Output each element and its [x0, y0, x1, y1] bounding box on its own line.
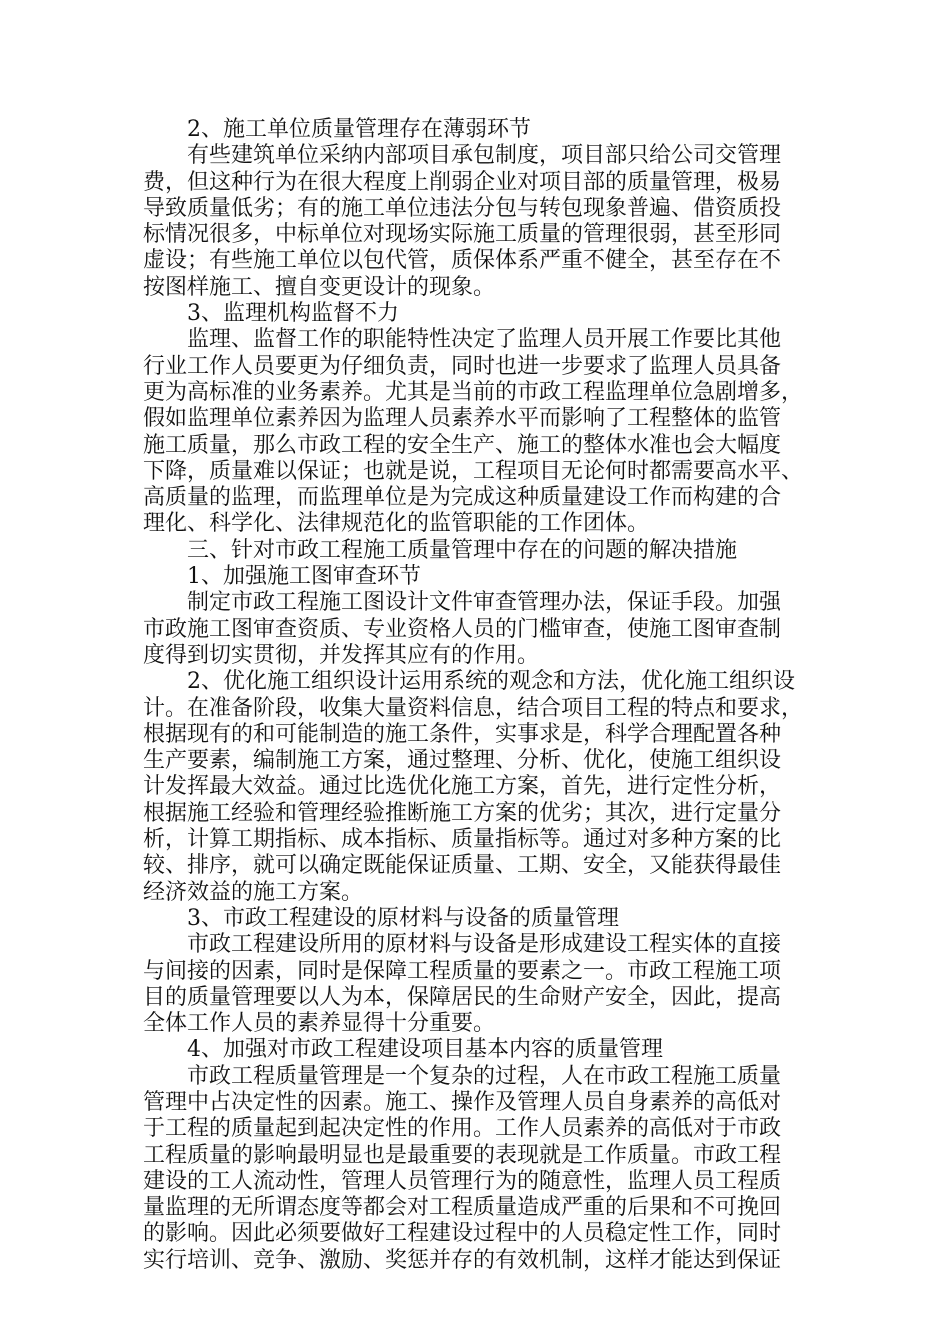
- text-line: 市政施工图审查资质、专业资格人员的门槛审查，使施工图审查制: [143, 616, 782, 642]
- text-line: 生产要素，编制施工方案，通过整理、分析、优化，使施工组织设: [143, 748, 782, 774]
- text-line: 按图样施工、擅自变更设计的现象。: [143, 274, 496, 300]
- text-line: 1、加强施工图审查环节: [187, 564, 421, 590]
- text-line: 施工质量，那么市政工程的安全生产、施工的整体水准也会大幅度: [143, 432, 782, 458]
- text-line: 2、优化施工组织设计运用系统的观念和方法，优化施工组织设: [187, 669, 795, 695]
- text-line: 全体工作人员的素养显得十分重要。: [143, 1011, 496, 1037]
- text-line: 的影响。因此必须要做好工程建设过程中的人员稳定性工作，同时: [143, 1221, 782, 1247]
- text-line: 3、市政工程建设的原材料与设备的质量管理: [187, 905, 619, 931]
- text-line: 虚设；有些施工单位以包代管，质保体系严重不健全，甚至存在不: [143, 248, 782, 274]
- text-line: 有些建筑单位采纳内部项目承包制度，项目部只给公司交管理: [187, 143, 782, 169]
- text-line: 导致质量低劣；有的施工单位违法分包与转包现象普遍、借资质投: [143, 195, 782, 221]
- text-line: 计。在准备阶段，收集大量资料信息，结合项目工程的特点和要求，: [143, 695, 803, 721]
- text-line: 建设的工人流动性，管理人员管理行为的随意性，监理人员工程质: [143, 1168, 782, 1194]
- text-line: 下降，质量难以保证；也就是说，工程项目无论何时都需要高水平、: [143, 458, 803, 484]
- text-line: 度得到切实贯彻，并发挥其应有的作用。: [143, 642, 540, 668]
- text-line: 行业工作人员要更为仔细负责，同时也进一步要求了监理人员具备: [143, 353, 782, 379]
- text-line: 管理中占决定性的因素。施工、操作及管理人员自身素养的高低对: [143, 1089, 782, 1115]
- text-line: 2、施工单位质量管理存在薄弱环节: [187, 117, 531, 142]
- text-line: 根据现有的和可能制造的施工条件，实事求是，科学合理配置各种: [143, 721, 782, 747]
- text-line: 4、加强对市政工程建设项目基本内容的质量管理: [187, 1037, 663, 1063]
- text-line: 市政工程质量管理是一个复杂的过程，人在市政工程施工质量: [187, 1063, 782, 1089]
- text-line: 较、排序，就可以确定既能保证质量、工期、安全，又能获得最佳: [143, 853, 782, 879]
- text-line: 3、监理机构监督不力: [187, 301, 399, 327]
- text-line: 三、针对市政工程施工质量管理中存在的问题的解决措施: [187, 537, 738, 563]
- text-line: 计发挥最大效益。通过比选优化施工方案，首先，进行定性分析，: [143, 774, 782, 800]
- text-line: 理化、科学化、法律规范化的监管职能的工作团体。: [143, 511, 650, 537]
- text-line: 与间接的因素，同时是保障工程质量的要素之一。市政工程施工项: [143, 958, 782, 984]
- text-line: 工程质量的影响最明显也是最重要的表现就是工作质量。市政工程: [143, 1142, 782, 1168]
- text-line: 于工程的质量起到起决定性的作用。工作人员素养的高低对于市政: [143, 1116, 782, 1142]
- document-page: [143, 117, 803, 1274]
- text-line: 制定市政工程施工图设计文件审查管理办法，保证手段。加强: [187, 590, 782, 616]
- text-line: 目的质量管理要以人为本，保障居民的生命财产安全，因此，提高: [143, 984, 782, 1010]
- text-line: 析，计算工期指标、成本指标、质量指标等。通过对多种方案的比: [143, 827, 782, 853]
- text-line: 量监理的无所谓态度等都会对工程质量造成严重的后果和不可挽回: [143, 1195, 782, 1221]
- text-line: 费，但这种行为在很大程度上削弱企业对项目部的质量管理，极易: [143, 169, 782, 195]
- text-line: 假如监理单位素养因为监理人员素养水平而影响了工程整体的监管: [143, 406, 782, 432]
- text-line: 市政工程建设所用的原材料与设备是形成建设工程实体的直接: [187, 932, 782, 958]
- text-line: 经济效益的施工方案。: [143, 879, 364, 905]
- text-line: 监理、监督工作的职能特性决定了监理人员开展工作要比其他: [187, 327, 782, 353]
- text-line: 更为高标准的业务素养。尤其是当前的市政工程监理单位急剧增多，: [143, 379, 803, 405]
- text-line: 标情况很多，中标单位对现场实际施工质量的管理很弱，甚至形同: [143, 222, 782, 248]
- text-line: 高质量的监理，而监理单位是为完成这种质量建设工作而构建的合: [143, 485, 782, 511]
- text-line: 根据施工经验和管理经验推断施工方案的优劣；其次，进行定量分: [143, 800, 782, 826]
- text-line: 实行培训、竞争、激励、奖惩并存的有效机制，这样才能达到保证: [143, 1247, 782, 1273]
